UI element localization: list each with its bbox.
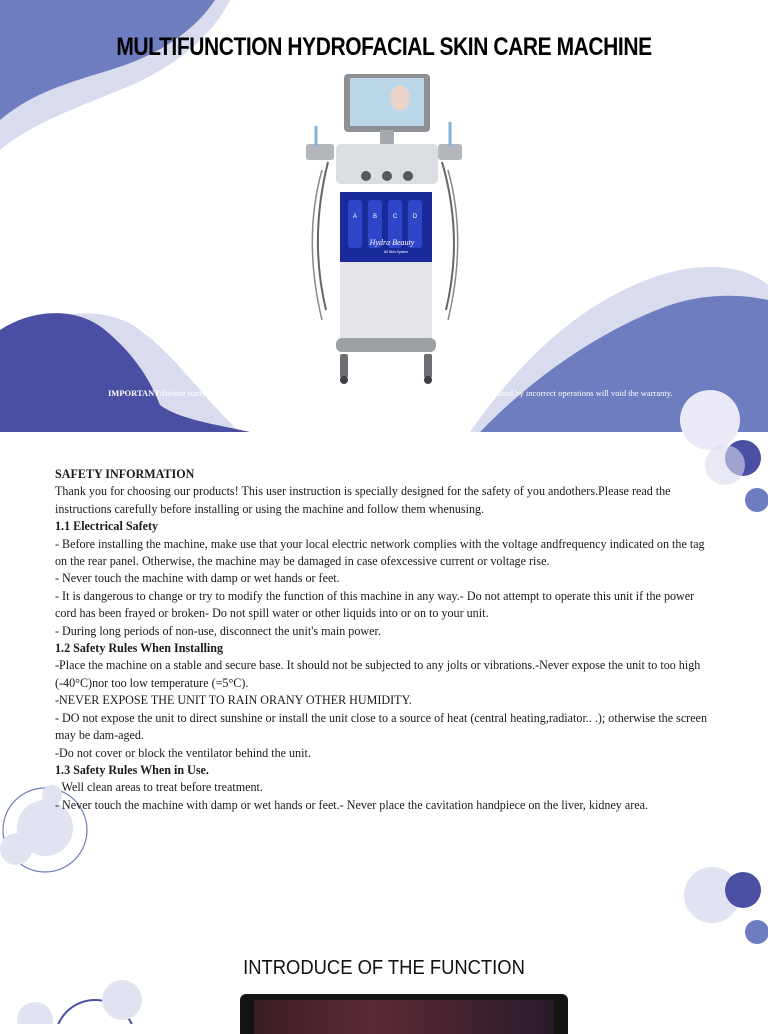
circle-mid-1 — [745, 488, 768, 512]
safety-intro: Thank you for choosing our products! This user instruction is specially designed for the safety of you andothers.Please read the instructions carefully before installing or using the machine and follow them whenusing. — [55, 483, 671, 516]
hydrofacial-machine-image — [296, 70, 466, 390]
electrical-line-4: - During long periods of non-use, disconnect the unit's main power. — [55, 622, 381, 638]
function-section-title: INTRODUCE OF THE FUNCTION — [243, 957, 525, 979]
bottle-label-b: B — [372, 214, 378, 220]
safety-heading: SAFETY INFORMATION — [55, 466, 195, 481]
screen-face-icon — [390, 85, 410, 111]
in-use-line-1: Well clean areas to treat before treatment. — [61, 779, 263, 795]
important-notice — [108, 388, 708, 398]
control-knob-1 — [361, 171, 371, 181]
circle-light-left-3 — [0, 833, 32, 865]
section-heading-in-use: 1.3 Safety Rules When in Use. — [55, 761, 209, 777]
bottle-label-c: C — [392, 214, 398, 220]
important-label: IMPORTANT: — [108, 388, 163, 398]
control-knob-2 — [382, 171, 392, 181]
section-heading-electrical: 1.1 Electrical Safety — [55, 518, 159, 534]
electrical-line-2: - Never touch the machine with damp or wet hands or feet. — [55, 570, 340, 586]
machine-brand: Hydra Beauty — [369, 238, 415, 247]
control-knob-3 — [403, 171, 413, 181]
circle-dark-right — [725, 872, 761, 908]
machine-body — [340, 262, 432, 340]
installing-line-2: -NEVER EXPOSE THE UNIT TO RAIN ORANY OTHER HUMIDITY. — [55, 692, 412, 708]
function-photo-screen — [254, 1000, 554, 1034]
electrical-line-1: - Before installing the machine, make use that your local electric network complies with the voltage andfrequency indicated on the tag on the rear panel. Otherwise, the machine may be damaged in case ofexcessive current or voltage rise. — [55, 535, 705, 569]
circle-light-bottom-2 — [17, 1002, 53, 1024]
important-text: Before starting the equipment correctly, please follow the installation instructions.Any damages caused by incorrect operations will void the warranty. — [162, 388, 673, 398]
circle-light-bottom — [102, 980, 142, 1020]
right-white-circle — [680, 390, 740, 450]
machine-subtitle: All Skin System — [383, 250, 409, 254]
installing-line-1: -Place the machine on a stable and secure base. It should not be subjected to any jolts or vibrations.-Never expose the unit to too high (-40°C)nor too low temperature (=5°C). — [55, 657, 701, 690]
installing-line-3: - DO not expose the unit to direct sunshine or install the unit close to a source of heat (central heating,radiator.. .); otherwise the screen may be dam-aged. — [55, 709, 707, 743]
installing-line-4: -Do not cover or block the ventilator behind the unit. — [55, 744, 311, 760]
page-title: MULTIFUNCTION HYDROFACIAL SKIN CARE MACHINE — [116, 33, 652, 61]
function-photo — [240, 994, 568, 1034]
safety-information — [55, 465, 710, 813]
bottle-label-a: A — [352, 214, 358, 220]
bottle-label-d: D — [412, 214, 418, 220]
in-use-line-2: - Never touch the machine with damp or wet hands or feet.- Never place the cavitation handpiece on the liver, kidney area. — [55, 796, 649, 812]
section-heading-installing: 1.2 Safety Rules When Installing — [55, 640, 224, 656]
circle-mid-right — [745, 920, 768, 944]
electrical-line-3: - It is dangerous to change or try to modify the function of this machine in any way.- Do not attempt to operate this unit if the power cord has been frayed or broken- Do not spill water or other liquids into or on to your unit. — [55, 587, 695, 621]
machine-screen — [350, 78, 424, 126]
circle-light-1 — [705, 445, 745, 485]
